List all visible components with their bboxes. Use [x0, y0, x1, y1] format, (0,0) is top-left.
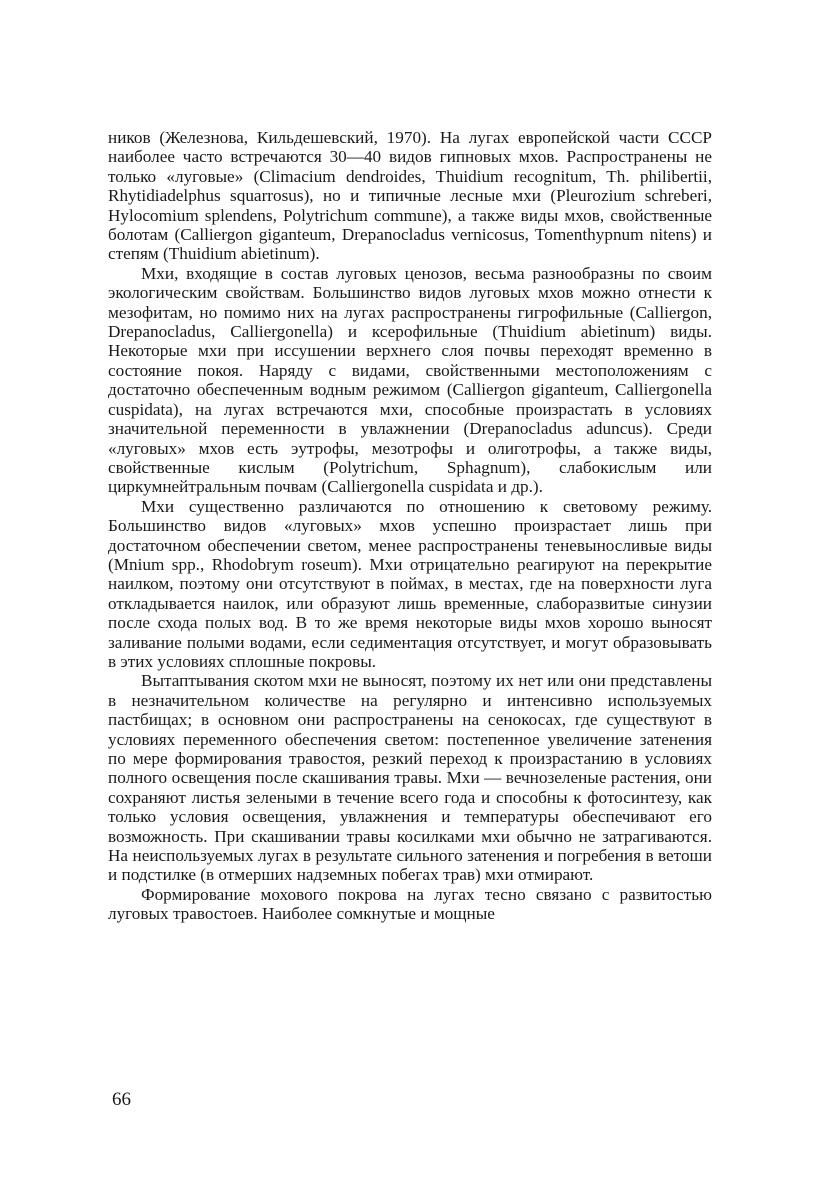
paragraph-ecology: Мхи, входящие в состав луговых ценозов, весьма разнообразны по своим экологическим свойствам. Большинство видов луговых мхов можно отнести к мезофитам, но помимо них на лугах распространены гигрофильные (Calliergon, Drepanocladus, Calliergonella) и ксерофильные (Thuidium abietinum) виды. Некоторые мхи при иссушении верхнего слоя почвы переходят временно в состояние покоя. Наряду с видами, свойственными местоположениям с достаточно обеспеченным водным режимом (Calliergon giganteum, Calliergonella cuspidata), на лугах встречаются мхи, способные произрастать в условиях значительной переменности в увлажнении (Drepanocladus aduncus). Среди «луговых» мхов есть эутрофы, мезотрофы и олиготрофы, а также виды, свойственные кислым (Polytrichum, Sphagnum), слабокислым или циркумнейтральным почвам (Calliergonella cuspidata и др.). [108, 263, 712, 497]
paragraph-continuation: ников (Железнова, Кильдешевский, 1970). На лугах европейской части СССР наиболее часто встречаются 30—40 видов гипновых мхов. Распространены не только «луговые» (Climacium dendroides, Thuidium recognitum, Th. philibertii, Rhytidiadelphus squarrosus), но и типичные лесные мхи (Pleurozium schreberi, Hylocomium splendens, Polytrichum commune), а также виды мхов, свойственные болотам (Calliergon giganteum, Drepanocladus vernicosus, Tomenthypnum nitens) и степям (Thuidium abietinum). [108, 128, 712, 264]
paragraph-moss-cover: Формирование мохового покрова на лугах тесно связано с развитостью луговых травостоев. Наиболее сомкнутые и мощные [108, 884, 712, 924]
paragraph-light-regime: Мхи существенно различаются по отношению к световому режиму. Большинство видов «луговых» мхов успешно произрастает лишь при достаточном обеспечении светом, менее распространены теневыносливые виды (Mnium spp., Rhodobrym roseum). Мхи отрицательно реагируют на перекрытие наилком, поэтому они отсутствуют в поймах, в местах, где на поверхности луга откладывается наилок, или образуют лишь временные, слаборазвитые синузии после схода полых вод. В то же время некоторые виды мхов хорошо выносят заливание полыми водами, если седиментация отсутствует, и могут образовывать в этих условиях сплошные покровы. [108, 496, 712, 671]
paragraph-trampling: Вытаптывания скотом мхи не выносят, поэтому их нет или они представлены в незначительном количестве на регулярно и интенсивно используемых пастбищах; в основном они распространены на сенокосах, где существуют в условиях переменного обеспечения светом: постепенное увеличение затенения по мере формирования травостоя, резкий переход к произрастанию в условиях полного освещения после скашивания травы. Мхи — вечнозеленые растения, они сохраняют листья зелеными в течение всего года и способны к фотосинтезу, как только условия освещения, увлажнения и температуры обеспечивают его возможность. При скашивании травы косилками мхи обычно не затрагиваются. На неиспользуемых лугах в результате сильного затенения и погребения в ветоши и подстилке (в отмерших надземных побегах трав) мхи отмирают. [108, 671, 712, 885]
page-body [108, 128, 712, 924]
page-number: 66 [112, 1089, 131, 1110]
